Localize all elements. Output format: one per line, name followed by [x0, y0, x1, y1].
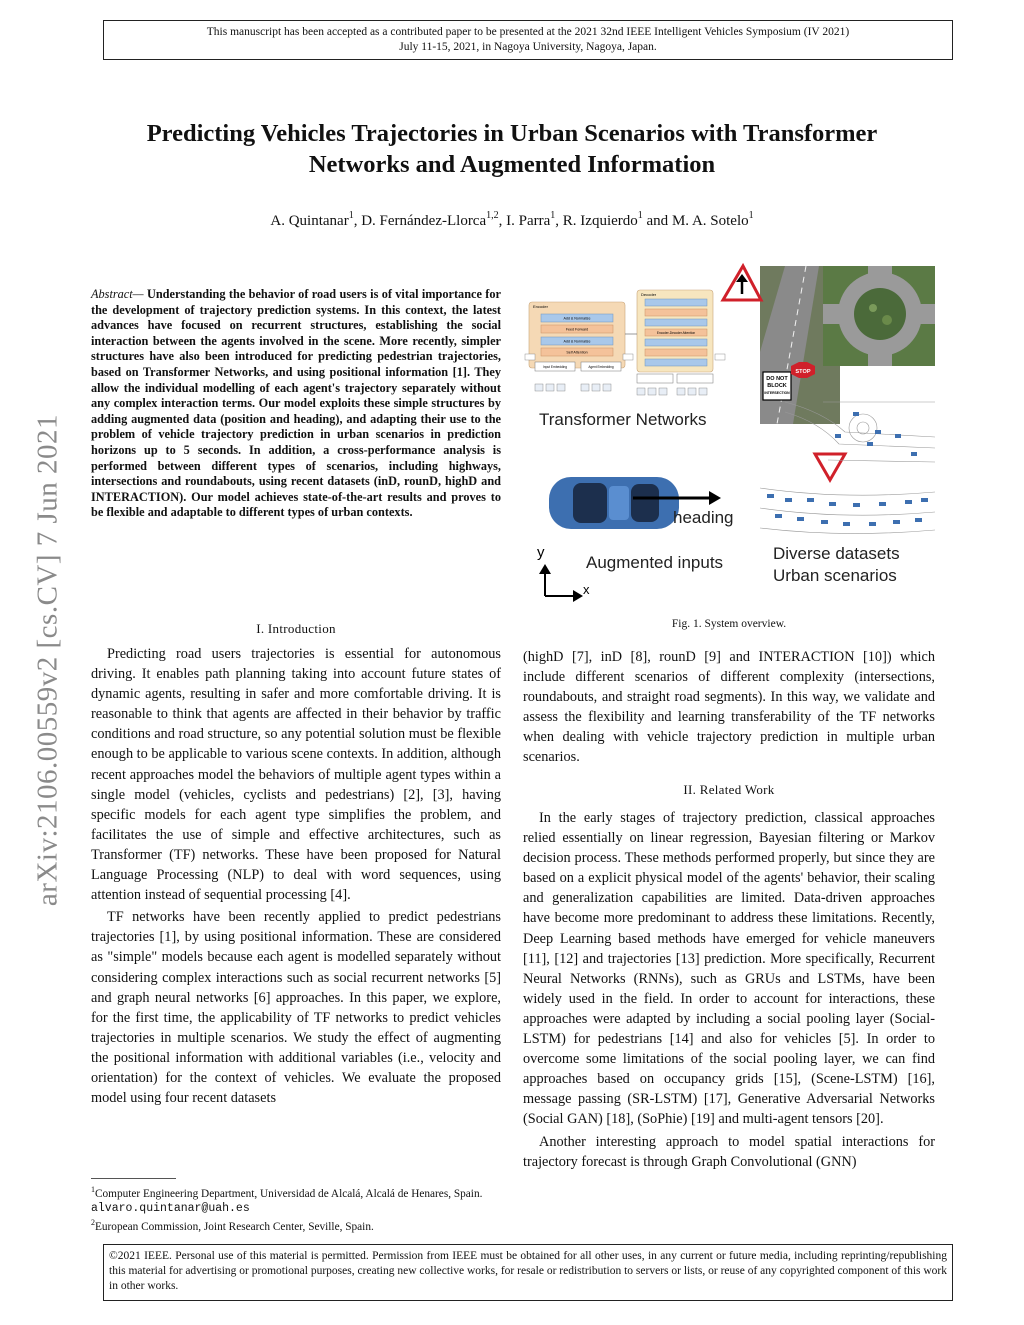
author-affiliation: 1 — [748, 210, 754, 221]
section-heading-related-work: II. Related Work — [683, 782, 775, 797]
svg-text:Self Attention: Self Attention — [566, 350, 588, 355]
footnote-2-mark: 2 — [91, 1217, 95, 1227]
paragraph: TF networks have been recently applied to predict pedestrians trajectories [1], by using positional information. These are considered as "simple" models because each agent is modelled separately without considering complex interactions such as social recurrent networks [5] and graph neural networks [6] approaches. In this paper, we explore, for the first time, the applicability of TF networks to predict vehicles trajectories in multiple scenarios. We study the effect of augmenting the positional information with additional variables (i.e., velocity and orientation) for the context of vehicles. We evaluate the proposed model using four recent datasets — [91, 909, 501, 1107]
system-overview-figure — [523, 262, 935, 612]
urban-scenarios-label: Urban scenarios — [773, 566, 897, 585]
xy-axes-icon — [539, 564, 583, 602]
footnote-1-mark: 1 — [91, 1185, 95, 1194]
author-separator: , — [555, 213, 563, 229]
author-email-link[interactable]: alvaro.quintanar@uah.es — [91, 1201, 250, 1215]
author-separator: , — [353, 213, 362, 229]
manuscript-notice-line-2: July 11-15, 2021, in Nagoya University, Nagoya, Japan. — [399, 41, 657, 53]
arxiv-identifier: arXiv:2106.00559v2 [cs.CV] 7 Jun 2021 — [31, 413, 64, 907]
paragraph: In the early stages of trajectory prediction, classical approaches relied essentially on linear regression, Bayesian filtering or Markov decision process. These methods performed properly, but since they are based on a explicit physical model of the agents' behavior, their scaling and generalization capabilities are limited. Data-driven approaches have become more predominant to address these limitations. Recently, Deep Learning based methods have emerged for vehicle maneuvers [11], [12] and trajectories [13] prediction. More specifically, Recurrent Neural Networks (RNNs), such as GRUs and LSTMs, have been widely used in the field. In order to account for interactions, these approaches were adapted by including a social pooling layer (Social-LSTM) for pedestrians [14] and also for vehicles [5]. In order to overcome some limitations of the social pooling layer, we can find approaches based on occupancy grids [15], (Scene-LSTM) [16], message passing (SR-LSTM) [17], Generative Adversarial Networks (Social GAN) [18], (SoPhie) [19] and multi-agent tensors [20]. — [523, 810, 935, 1128]
svg-text:Add & Normalize: Add & Normalize — [563, 316, 591, 321]
decoder-label: Decoder — [641, 292, 657, 297]
figure-artwork — [523, 262, 935, 612]
transformer-diagram — [525, 290, 725, 395]
svg-text:DO NOT: DO NOT — [766, 376, 788, 382]
paper-title — [90, 118, 934, 180]
abstract-lead: Abstract— — [91, 287, 144, 301]
author-separator: , — [498, 213, 507, 229]
roundabout-aerial-image — [823, 266, 935, 366]
figure-caption: Fig. 1. System overview. — [671, 618, 787, 630]
paper-title-line-2: Networks and Augmented Information — [308, 151, 716, 178]
author-name: A. Quintanar — [270, 213, 349, 229]
author-name: M. A. Sotelo — [671, 213, 749, 229]
footnote-2-text: European Commission, Joint Research Center, Seville, Spain. — [95, 1220, 374, 1233]
author-affiliation: 1 — [550, 210, 556, 221]
highway-lanes-image — [760, 488, 935, 534]
introduction-body — [91, 644, 501, 1108]
svg-text:Encoder-Decoder Attention: Encoder-Decoder Attention — [656, 330, 696, 335]
copyright-text: ©2021 IEEE. Personal use of this material is permitted. Permission from IEEE must be obtained for all other uses, in any current or future media, including reprinting/republishing this material for advertising or promotional purposes, creating new collective works, for resale or redistribution to servers or lists, or reuse of any copyrighted component of this work in other works. — [109, 1250, 948, 1292]
footnote-rule — [91, 1178, 176, 1179]
right-column-intro-continuation — [523, 647, 935, 768]
author-list — [90, 211, 934, 230]
footnote-2 — [91, 1216, 501, 1234]
svg-text:BLOCK: BLOCK — [767, 383, 787, 389]
svg-text:Add & Normalize: Add & Normalize — [563, 339, 591, 344]
footnote-1-text: Computer Engineering Department, Universidad de Alcalá, Alcalá de Henares, Spain. — [95, 1187, 483, 1200]
abstract — [91, 287, 501, 521]
encoder-label: Encoder — [533, 304, 548, 309]
manuscript-notice-box — [103, 20, 953, 60]
augmented-inputs-label: Augmented inputs — [586, 553, 724, 572]
author-separator: and — [642, 213, 672, 229]
author-name: R. Izquierdo — [562, 213, 638, 229]
footnotes — [91, 1183, 501, 1234]
transformer-networks-label: Transformer Networks — [539, 410, 707, 429]
paper-title-line-1: Predicting Vehicles Trajectories in Urban Scenarios with Transformer — [146, 120, 878, 147]
author-affiliation: 1 — [637, 210, 643, 221]
svg-text:Agent Embedding: Agent Embedding — [588, 365, 614, 369]
manuscript-notice-line-1: This manuscript has been accepted as a contributed paper to be presented at the 2021 32nd IEEE Intelligent Vehicles Symposium (IV 2021) — [206, 26, 850, 38]
section-heading-introduction: I. Introduction — [256, 621, 336, 636]
author-name: I. Parra — [506, 213, 551, 229]
x-axis-label: x — [583, 582, 590, 597]
heading-label: heading — [673, 508, 734, 527]
author-affiliation: 1 — [348, 210, 354, 221]
svg-text:Input Embedding: Input Embedding — [542, 365, 568, 369]
copyright-notice-box — [103, 1244, 953, 1301]
abstract-text: Understanding the behavior of road users is of vital importance for the development of trajectory prediction systems. In this context, the latest advances have focused on recurrent structures, establishing the social interaction between the agents involved in the scene. More recently, simpler structures have also been introduced for predicting pedestrian trajectories, based on Transformer Networks, and using positional information [1]. They allow the individual modelling of each agent's trajectory separately without any complex interaction terms. Our model exploits these simple structures by adding augmented data (position and heading), and adapting their use to the problem of vehicle trajectory prediction in urban scenarios in prediction horizons up to 5 seconds. In addition, a cross-performance analysis is performed between different types of scenarios, including highways, intersections and roundabouts, using recent datasets (inD, rounD, highD and INTERACTION). Our model achieves state-of-the-art results and proves to be flexible and adaptable to different types of urban contexts. — [91, 287, 501, 520]
paragraph: Another interesting approach to model spatial interactions for trajectory forecast is through Graph Convolutional (GNN) — [523, 1133, 935, 1170]
svg-text:INTERSECTION: INTERSECTION — [764, 391, 790, 395]
diverse-datasets-label: Diverse datasets — [773, 544, 900, 563]
svg-text:Feed Forward: Feed Forward — [565, 327, 589, 332]
svg-text:STOP: STOP — [795, 369, 811, 375]
paragraph: Predicting road users trajectories is essential for autonomous driving. It enables path planning taking into account future states of dynamic agents, resulting in safer and more comfortable driving. It is reasonable to think that agents are affected in their behavior by traffic conditions and road structure, so any potential solution must be flexible enough to be applicable to various scene contexts. In addition, although recent approaches model the behaviors of multiple agent types within a single model (vehicles, cyclists and pedestrians) [2], [3], having specific models for each agent type simplifies the problem, and facilitates the use of simple and effective architectures, such as Transformer (TF) networks. These have been proposed for Natural Language Processing (NLP) to deal with word sequences, using attention instead of sequential processing [4]. — [91, 646, 501, 904]
paragraph: (highD [7], inD [8], rounD [9] and INTERACTION [10]) which include different scenarios of different complexity (intersections, roundabouts, and straight road segments). In this way, we validate and assess the flexibility and learning transferability of the TF networks when dealing with vehicle trajectory prediction in multiple urban scenarios. — [523, 649, 935, 766]
author-affiliation: 1,2 — [486, 210, 499, 221]
y-axis-label: y — [537, 544, 545, 561]
author-name: D. Fernández-Llorca — [361, 213, 487, 229]
related-work-body — [523, 808, 935, 1172]
footnote-1 — [91, 1183, 501, 1216]
